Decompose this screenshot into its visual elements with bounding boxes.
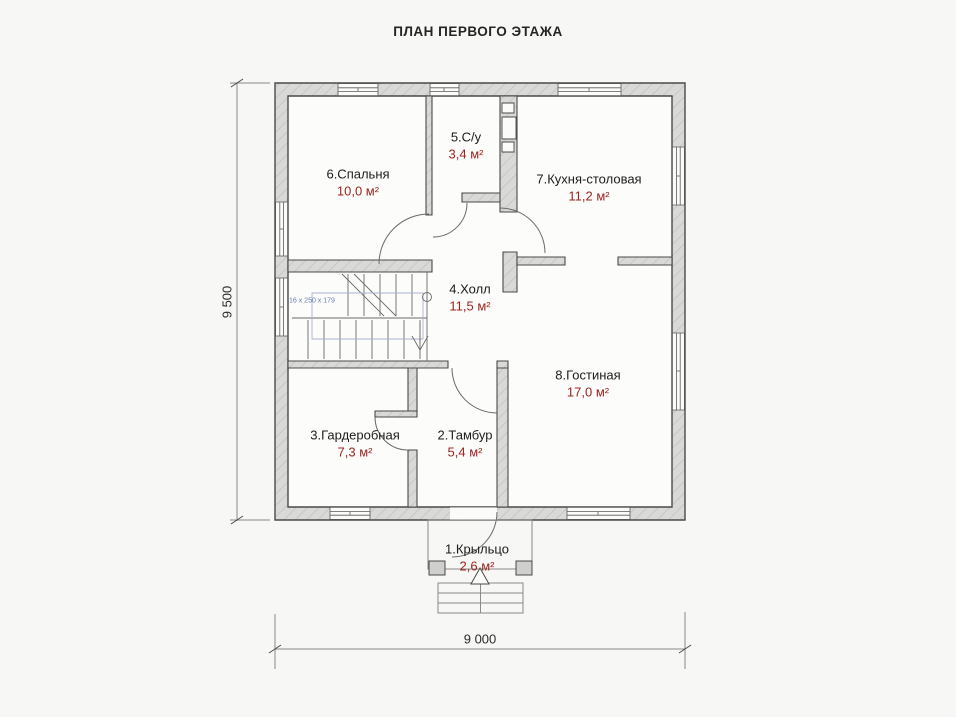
room-label-living — [555, 367, 620, 400]
room-area: 17,0 м² — [566, 384, 610, 399]
room-label-kitchen — [536, 171, 641, 204]
dimension-label-width: 9 000 — [463, 631, 497, 647]
page-title: ПЛАН ПЕРВОГО ЭТАЖА — [393, 24, 563, 39]
room-name: 1.Крыльцо — [445, 541, 509, 557]
room-label-bedroom — [326, 166, 389, 199]
room-area: 2,6 м² — [459, 558, 495, 573]
room-name: 8.Гостиная — [555, 367, 621, 383]
room-label-porch — [445, 541, 509, 574]
room-name: 4.Холл — [449, 281, 491, 297]
room-area: 11,5 м² — [449, 298, 491, 313]
room-name: 6.Спальня — [326, 166, 390, 182]
room-area: 7,3 м² — [337, 444, 373, 459]
room-label-hall — [449, 281, 490, 314]
room-area: 10,0 м² — [336, 183, 380, 198]
stair-spec-note: 16 х 250 х 179 — [289, 297, 335, 305]
room-name: 5.С/у — [450, 129, 482, 145]
entrance-opening — [450, 507, 497, 519]
room-name: 7.Кухня-столовая — [536, 171, 642, 187]
dimension-label-height: 9 500 — [219, 285, 235, 319]
room-area: 3,4 м² — [448, 146, 484, 161]
room-label-bathroom — [449, 129, 484, 162]
porch-post — [516, 561, 532, 575]
room-name: 3.Гардеробная — [310, 427, 400, 443]
room-label-tambour — [438, 427, 493, 460]
room-area: 5,4 м² — [447, 444, 483, 459]
porch-steps — [438, 583, 523, 613]
room-area: 11,2 м² — [568, 188, 610, 203]
porch-post — [429, 561, 445, 575]
room-label-wardrobe — [310, 427, 399, 460]
vent-shafts — [502, 103, 516, 152]
room-name: 2.Тамбур — [437, 427, 493, 443]
